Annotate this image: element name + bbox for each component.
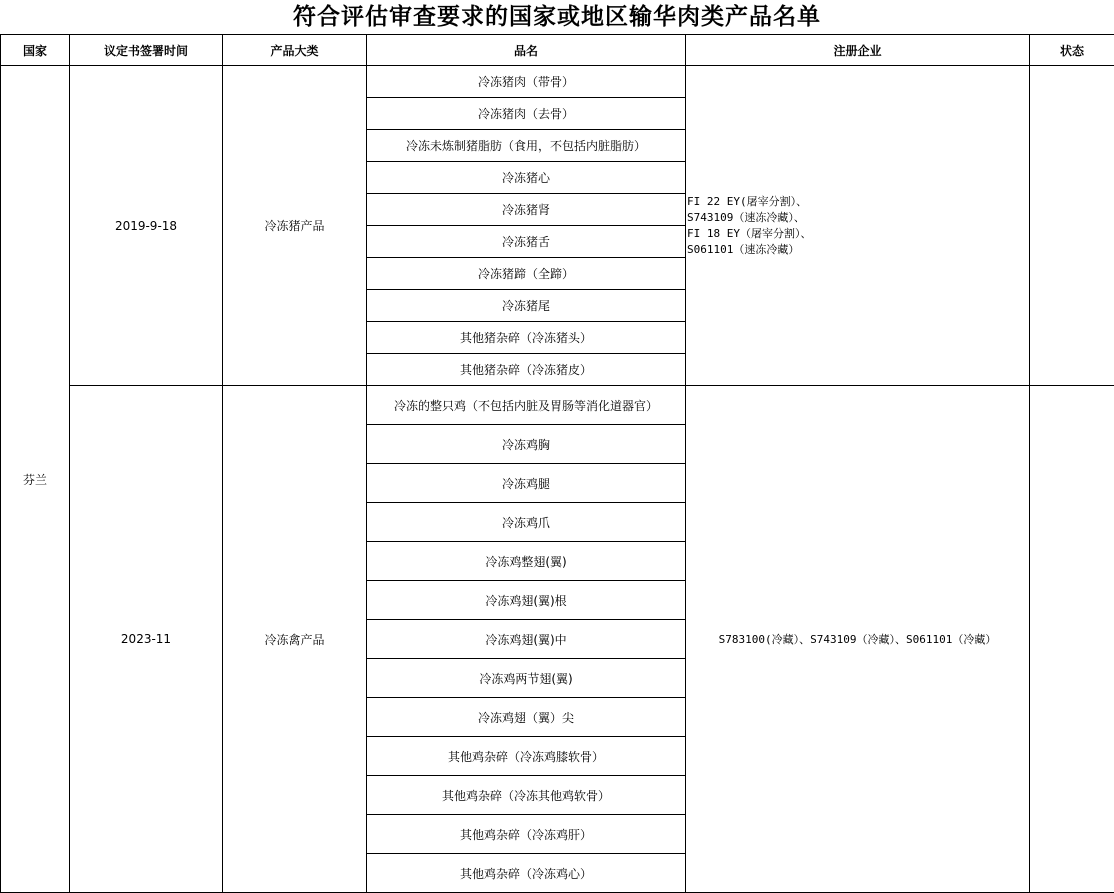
table-row — [1, 386, 1114, 425]
header-product: 品名 — [367, 35, 686, 66]
date-cell: 2019-9-18 — [70, 66, 223, 386]
product-cell: 冷冻猪心 — [367, 162, 686, 194]
product-cell: 冷冻鸡两节翅(翼) — [367, 659, 686, 698]
company-line: S743109（速冻冷藏）、 — [686, 210, 1029, 226]
date-cell: 2023-11 — [70, 386, 223, 893]
product-cell: 其他鸡杂碎（冷冻其他鸡软骨） — [367, 776, 686, 815]
company-line: S061101（速冻冷藏） — [686, 242, 1029, 258]
header-company: 注册企业 — [686, 35, 1030, 66]
product-cell: 冷冻猪肉（去骨） — [367, 98, 686, 130]
product-cell: 冷冻猪肉（带骨） — [367, 66, 686, 98]
company-cell: S783100(冷藏）、S743109（冷藏）、S061101（冷藏） — [686, 386, 1030, 893]
company-line: FI 22 EY(屠宰分割）、 — [686, 194, 1029, 210]
product-list-table — [0, 34, 1114, 893]
category-cell: 冷冻禽产品 — [223, 386, 367, 893]
product-cell: 其他鸡杂碎（冷冻鸡膝软骨） — [367, 737, 686, 776]
page-title: 符合评估审查要求的国家或地区输华肉类产品名单 — [0, 0, 1114, 34]
header-country: 国家 — [1, 35, 70, 66]
product-cell: 其他鸡杂碎（冷冻鸡心） — [367, 854, 686, 893]
product-cell: 冷冻鸡翅（翼）尖 — [367, 698, 686, 737]
product-cell: 冷冻鸡胸 — [367, 425, 686, 464]
category-cell: 冷冻猪产品 — [223, 66, 367, 386]
header-date: 议定书签署时间 — [70, 35, 223, 66]
status-cell — [1030, 66, 1114, 386]
header-status: 状态 — [1030, 35, 1114, 66]
product-cell: 冷冻鸡整翅(翼) — [367, 542, 686, 581]
product-cell: 冷冻鸡爪 — [367, 503, 686, 542]
country-cell: 芬兰 — [1, 66, 70, 893]
header-category: 产品大类 — [223, 35, 367, 66]
product-cell: 冷冻猪舌 — [367, 226, 686, 258]
company-cell — [686, 66, 1030, 386]
product-cell: 冷冻鸡翅(翼)中 — [367, 620, 686, 659]
product-cell: 其他鸡杂碎（冷冻鸡肝） — [367, 815, 686, 854]
status-cell — [1030, 386, 1114, 893]
company-line: FI 18 EY（屠宰分割）、 — [686, 226, 1029, 242]
product-cell: 冷冻鸡翅(翼)根 — [367, 581, 686, 620]
header-row — [1, 35, 1114, 66]
product-cell: 冷冻未炼制猪脂肪（食用，不包括内脏脂肪） — [367, 130, 686, 162]
product-cell: 冷冻猪蹄（全蹄） — [367, 258, 686, 290]
product-cell: 冷冻鸡腿 — [367, 464, 686, 503]
product-cell: 冷冻的整只鸡（不包括内脏及胃肠等消化道器官） — [367, 386, 686, 425]
table-row — [1, 66, 1114, 98]
product-cell: 冷冻猪尾 — [367, 290, 686, 322]
product-cell: 其他猪杂碎（冷冻猪头） — [367, 322, 686, 354]
product-cell: 其他猪杂碎（冷冻猪皮） — [367, 354, 686, 386]
product-cell: 冷冻猪肾 — [367, 194, 686, 226]
